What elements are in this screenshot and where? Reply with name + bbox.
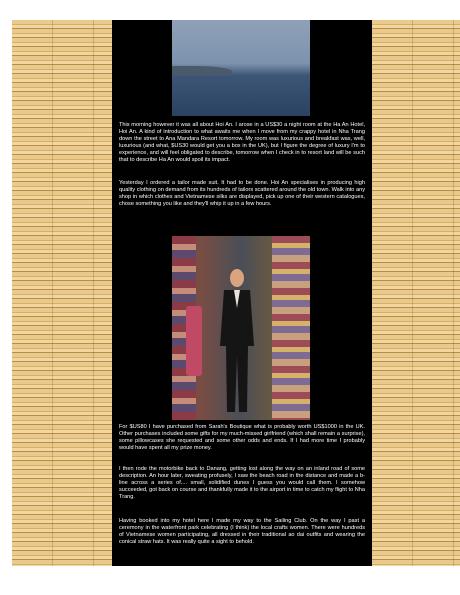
- article-paragraph: This morning however it was all about Hoi An. I arose in a US$30 a night room at the Ha An Hotel, Hoi An. A kind of introduction to what awaits me when I move from my crappy hotel in Nha Trang down the street to Ana Mandara Resort tomorrow. My room was luxurious and breakfast was, well, luxurious (and what, $US30 would get you a box in the UK), but I figure the degree of luxury I'm to experience, and will feel obligated to describe, tomorrow when I check in to resort land will be such that to describe Ha An would spoil its impact.: [119, 122, 365, 163]
- article-column: [112, 20, 372, 566]
- article-paragraph: Having booked into my hotel here I made my way to the Sailing Club. On the way I past a ceremony in the waterfront park celebrating (I think) the local crafts women. There were hundreds of Vietnamese women participating, all dressed in their traditional ao dai outfits and wearing the conical straw hats. It was really quite a sight to behold.: [119, 518, 365, 545]
- pink-dress: [186, 306, 202, 376]
- bamboo-border-left: [12, 20, 112, 566]
- sea-photo: [172, 20, 310, 116]
- island-silhouette: [172, 66, 232, 75]
- fabric-shelf-right: [272, 236, 310, 420]
- article-paragraph: Yesterday I ordered a tailor made suit. It had to be done. Hoi An specialises in producing high quality clothing on demand from its hundreds of tailors scattered around the old town. Walk into any shop in which clothes and Vietnamese silks are displayed, pick up one of their western catalogues, chose something you like and they'll whip it up in a few hours.: [119, 180, 365, 207]
- tailor-shop-photo: [172, 236, 310, 420]
- article-paragraph: I then rode the motorbike back to Danang, getting lost along the way on an inland road of some description. An hour later, sweating profusely, I saw the beach road in the distance and made a b-line across a series of.... small, solidified dunes I guess you would call them. I somehow succeeded, got back on course and thankfully made it to the airport in time to catch my flight to Nha Trang.: [119, 466, 365, 500]
- article-paragraph: For $US80 I have purchased from Sarah's Boutique what is probably worth US$1000 in the UK. Other purchases included some gifts for my much-missed girlfriend (which shall remain a surprise), some pillowcases she requested and some other odds and ends. If I had more time I probably would have spent all my prize money.: [119, 424, 365, 451]
- man-in-suit: [214, 266, 260, 414]
- bamboo-border-right: [372, 20, 460, 566]
